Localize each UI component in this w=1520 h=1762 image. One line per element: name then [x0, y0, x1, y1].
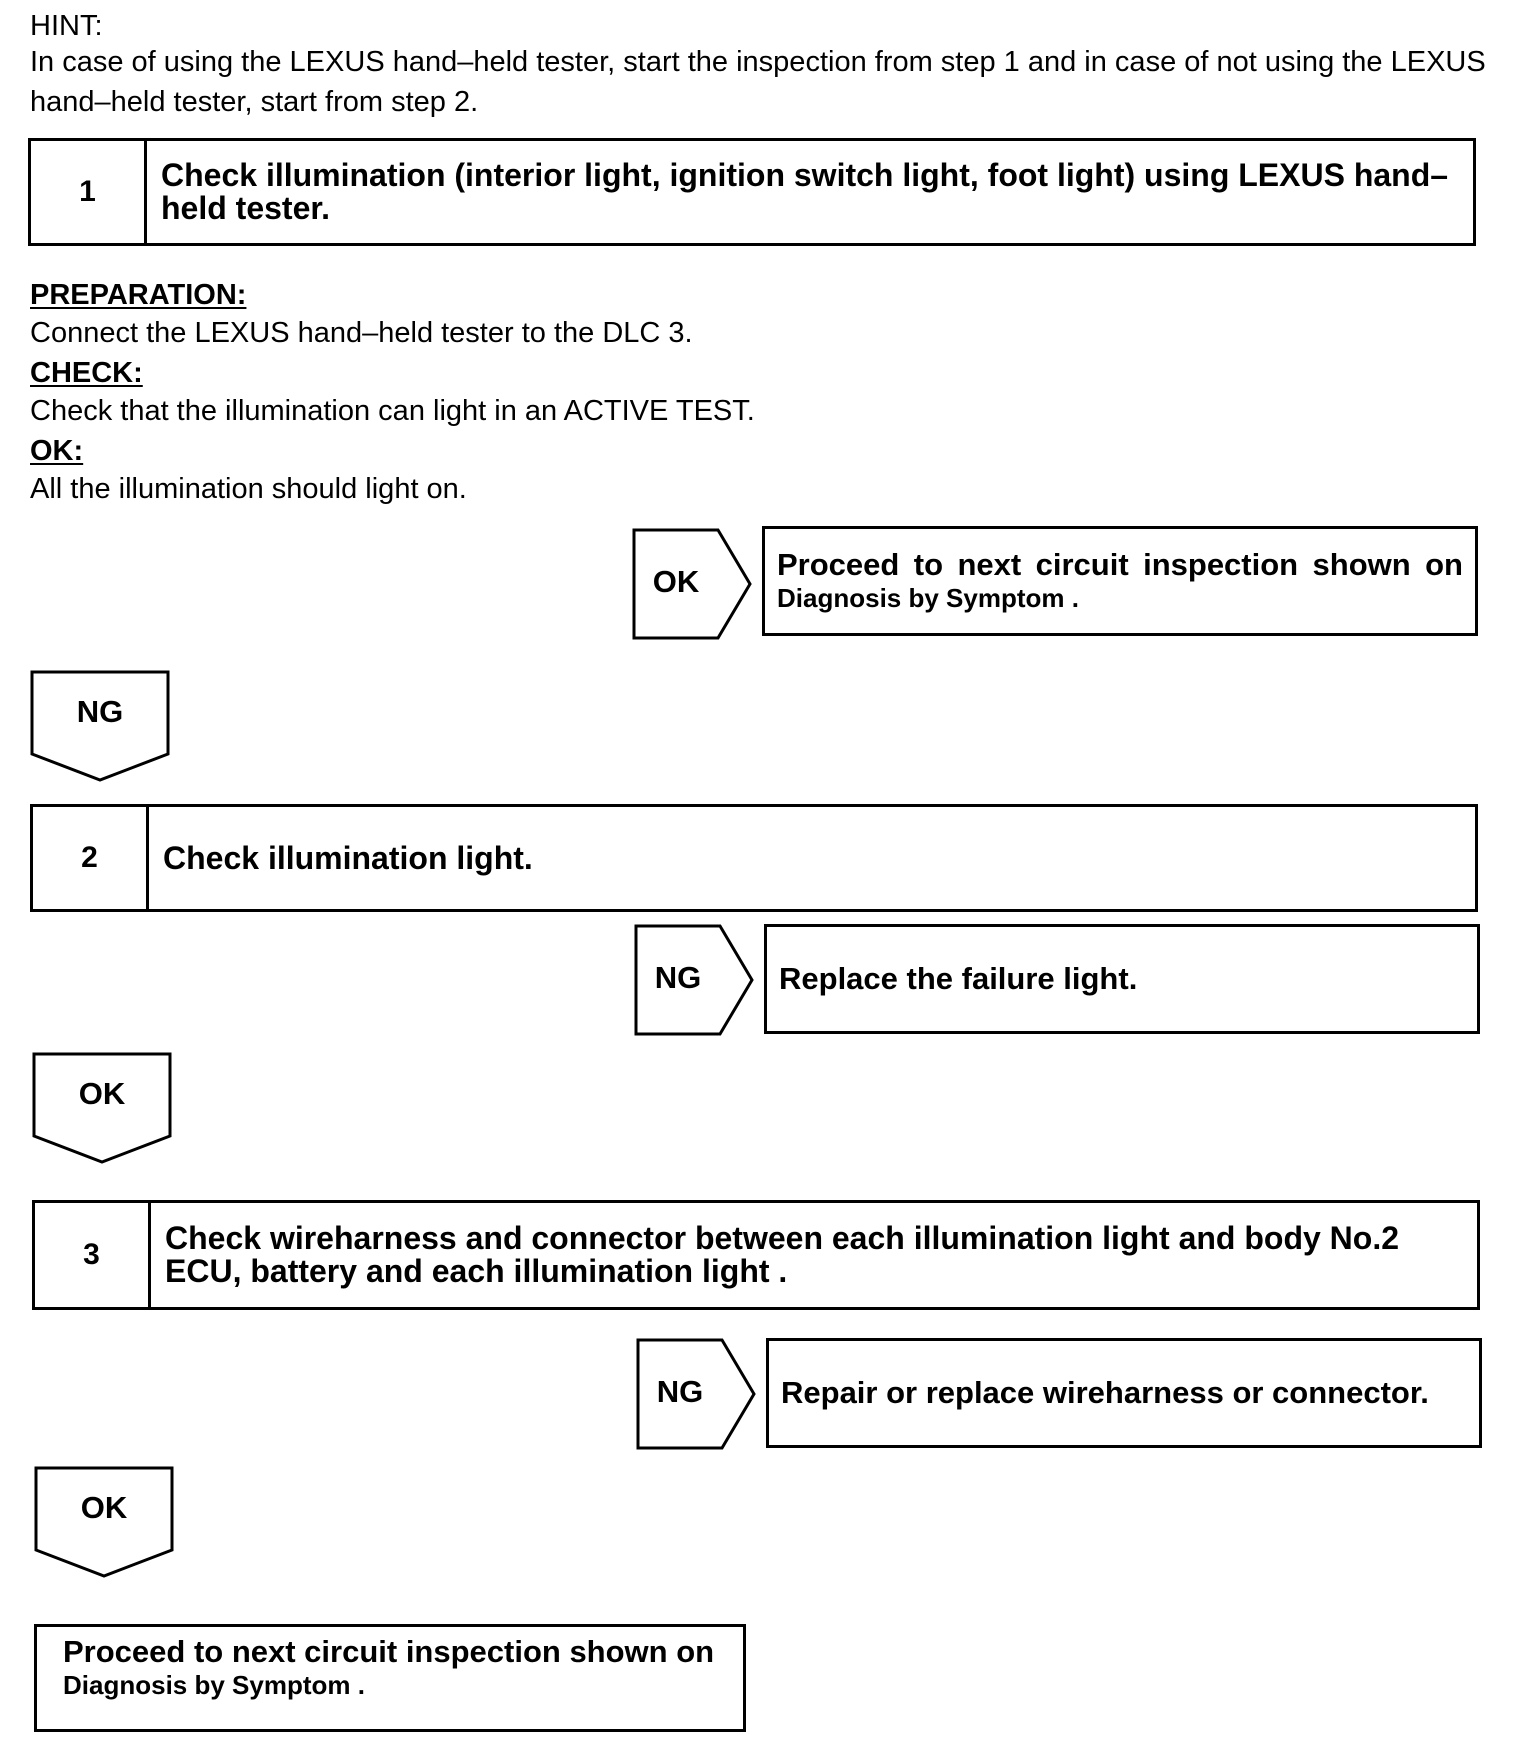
step-3-ng-result-text: Repair or replace wireharness or connector.	[781, 1375, 1429, 1410]
check-label: CHECK:	[30, 357, 143, 389]
step-3-ng-result	[766, 1338, 1482, 1448]
final-result-main: Proceed to next circuit inspection shown on	[63, 1634, 715, 1669]
hint-text: In case of using the LEXUS hand–held tester, start the inspection from step 1 and in case of not using the LEXUS hand–held tester, start from step 2.	[30, 46, 1486, 118]
step-3-ok-arrow	[34, 1466, 174, 1578]
step-1-number: 1	[31, 141, 147, 243]
ok-label: OK:	[30, 435, 84, 467]
step-1-ok-arrow	[632, 528, 752, 640]
step-2-title: Check illumination light.	[163, 839, 533, 876]
step-1-title: Check illumination (interior light, ignition switch light, foot light) using LEXUS hand–held tester.	[161, 157, 1449, 226]
step-2-number: 2	[33, 807, 149, 909]
final-result-sub: Diagnosis by Symptom .	[63, 1670, 365, 1700]
step-2-ng-result-text: Replace the failure light.	[779, 961, 1138, 996]
step-1-ng-label: NG	[76, 694, 124, 729]
preparation-label: PREPARATION:	[30, 279, 247, 311]
final-result	[34, 1624, 746, 1732]
step-1-ok-label: OK	[652, 564, 700, 599]
step-2-ng-arrow	[634, 924, 754, 1036]
step-2-ok-label: OK	[78, 1076, 126, 1111]
step-1-ok-result-sub: Diagnosis by Symptom .	[777, 583, 1079, 613]
ok-text: All the illumination should light on.	[30, 473, 467, 505]
step-2-ok-arrow	[32, 1052, 172, 1164]
step-1-ng-arrow	[30, 670, 170, 782]
step-3-number: 3	[35, 1203, 151, 1307]
step-2-ng-label: NG	[654, 960, 702, 995]
hint-label: HINT:	[30, 10, 103, 42]
preparation-text: Connect the LEXUS hand–held tester to the DLC 3.	[30, 317, 693, 349]
step-1-ok-result-main: Proceed to next circuit inspection shown on	[777, 547, 1463, 582]
step-3-ng-label: NG	[656, 1374, 704, 1409]
step-3-ok-label: OK	[80, 1490, 128, 1525]
step-1-box	[28, 138, 1476, 246]
step-2-ng-result	[764, 924, 1480, 1034]
step-3-title: Check wireharness and connector between each illumination light and body No.2 ECU, battery and each illumination light .	[165, 1220, 1400, 1289]
check-text: Check that the illumination can light in an ACTIVE TEST.	[30, 395, 755, 427]
step-2-box	[30, 804, 1478, 912]
step-3-ng-arrow	[636, 1338, 756, 1450]
step-3-box	[32, 1200, 1480, 1310]
step-1-ok-result	[762, 526, 1478, 636]
